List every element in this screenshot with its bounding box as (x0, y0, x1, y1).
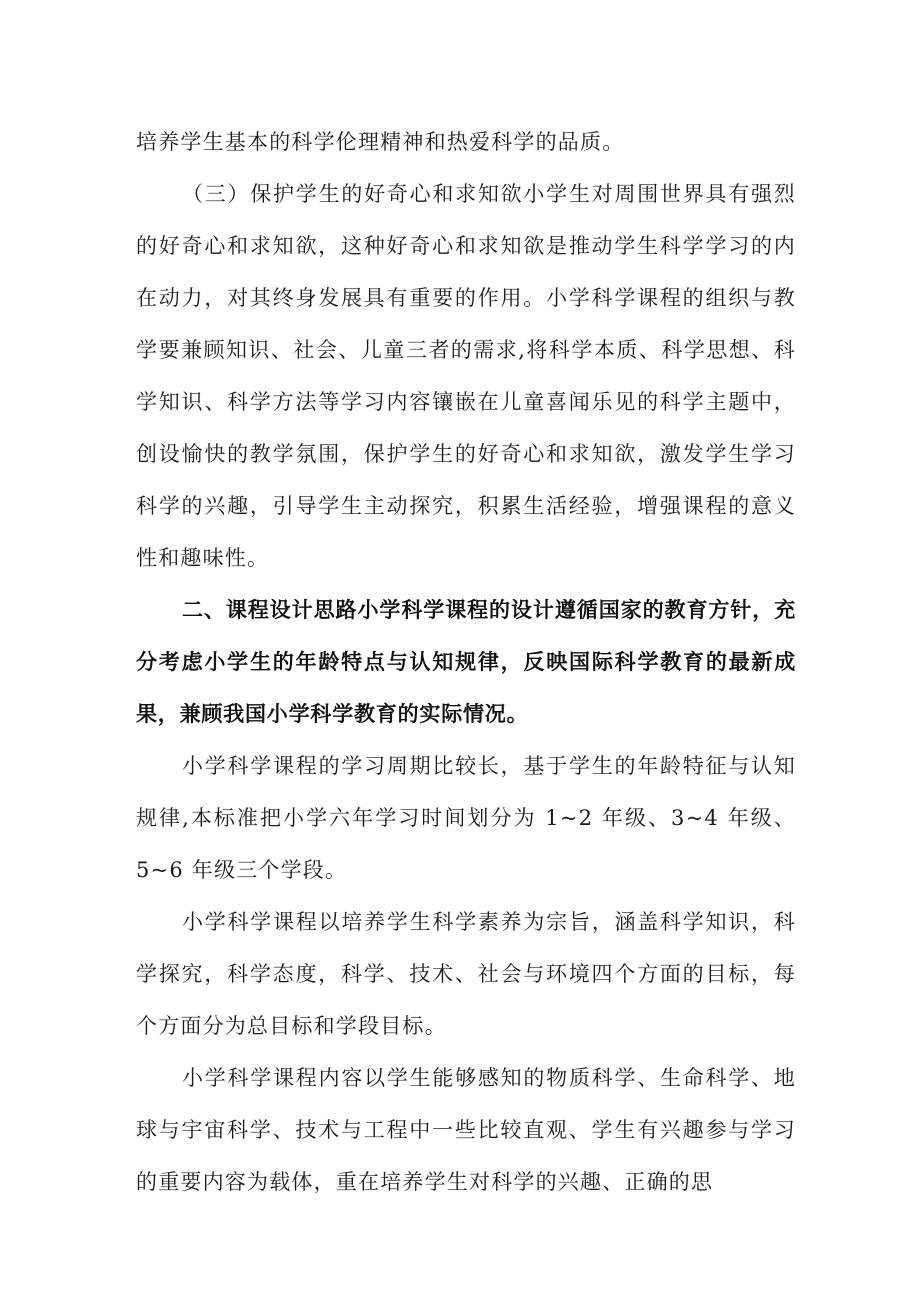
document-body (136, 116, 796, 1208)
paragraph-learning-period: 小学科学课程的学习周期比较长，基于学生的年龄特征与认知规律,本标准把小学六年学习时间划分为 1~2 年级、3~4 年级、5~6 年级三个学段。 (136, 754, 796, 882)
section-heading-course-design: 二、课程设计思路小学科学课程的设计遵循国家的教育方针，充分考虑小学生的年龄特点与认知规律，反映国际科学教育的最新成果，兼顾我国小学科学教育的实际情况。 (136, 598, 796, 726)
paragraph-section-three: （三）保护学生的好奇心和求知欲小学生对周围世界具有强烈的好奇心和求知欲，这种好奇心和求知欲是推动学生科学学习的内在动力，对其终身发展具有重要的作用。小学科学课程的组织与教学要兼顾知识、社会、儿童三者的需求,将科学本质、科学思想、科学知识、科学方法等学习内容镶嵌在儿童喜闻乐见的科学主题中，创设愉快的教学氛围，保护学生的好奇心和求知欲，激发学生学习科学的兴趣，引导学生主动探究，积累生活经验，增强课程的意义性和趣味性。 (136, 182, 796, 570)
paragraph-course-content: 小学科学课程内容以学生能够感知的物质科学、生命科学、地球与宇宙科学、技术与工程中一些比较直观、学生有兴趣参与学习的重要内容为载体，重在培养学生对科学的兴趣、正确的思 (136, 1066, 796, 1194)
paragraph-continuation: 培养学生基本的科学伦理精神和热爱科学的品质。 (136, 130, 625, 154)
paragraph-course-goals: 小学科学课程以培养学生科学素养为宗旨，涵盖科学知识，科学探究，科学态度，科学、技术、社会与环境四个方面的目标，每个方面分为总目标和学段目标。 (136, 910, 796, 1038)
